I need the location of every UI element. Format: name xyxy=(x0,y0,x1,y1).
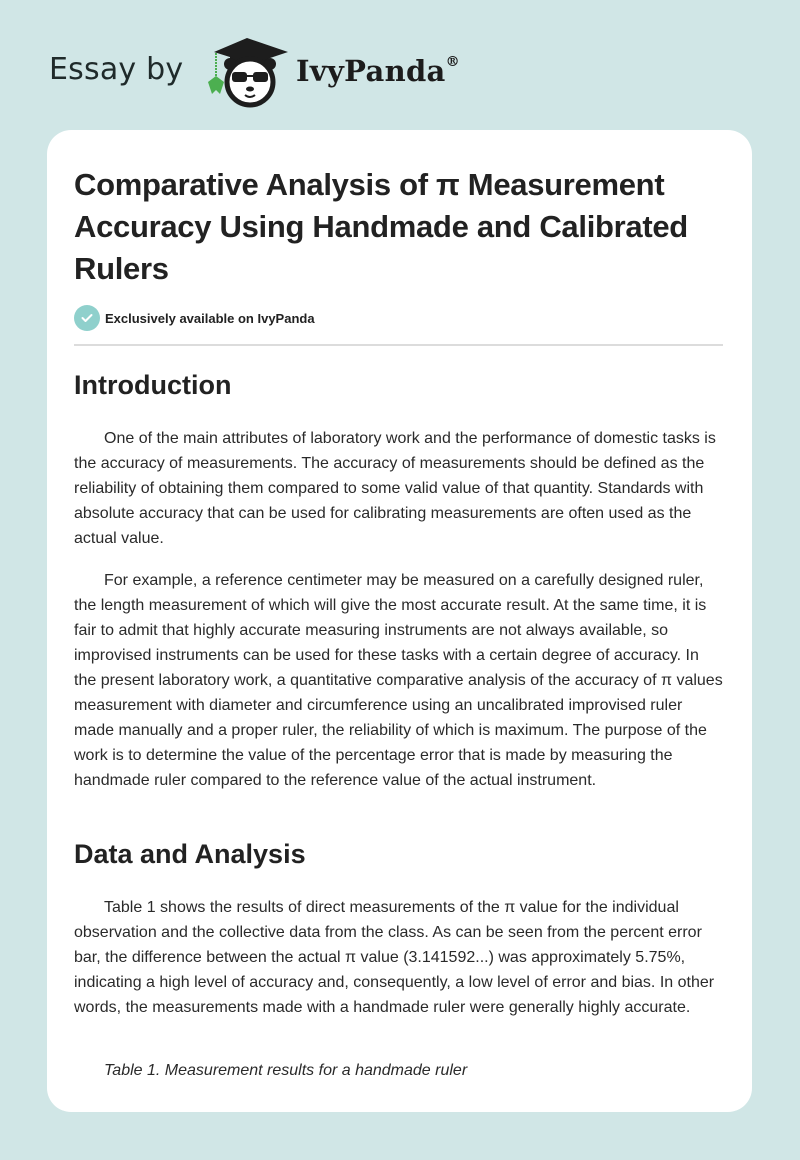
paragraph: One of the main attributes of laboratory work and the performance of domestic tasks is the accuracy of measurements. The accuracy of measurements should be defined as the reliability of obtaining them compared to some valid value of that quantity. Standards with absolute accuracy that can be used for calibrating measurements are often used as the actual value. xyxy=(74,430,716,547)
article-card xyxy=(47,130,752,1112)
brand-logo-text[interactable] xyxy=(296,54,460,88)
site-header xyxy=(0,0,800,130)
section-heading-introduction: Introduction xyxy=(74,370,232,400)
divider xyxy=(74,344,723,346)
registered-mark: ® xyxy=(445,54,460,71)
panda-graduation-cap-icon[interactable] xyxy=(202,36,292,108)
check-circle-icon xyxy=(74,305,100,331)
section-heading-data-analysis: Data and Analysis xyxy=(74,839,306,869)
paragraph: For example, a reference centimeter may be measured on a carefully designed ruler, the length measurement of which will give the most accurate result. At the same time, it is fair to admit that highly accurate measuring instruments are not always available, so improvised instruments can be used for these tasks with a certain degree of accuracy. In the present laboratory work, a quantitative comparative analysis of the accuracy of π values measurement with diameter and circumference using an uncalibrated improvised ruler made manually and a proper ruler, the reliability of which is maximum. The purpose of the work is to determine the value of the percentage error that is made by measuring the handmade ruler compared to the reference value of the actual instrument. xyxy=(74,572,723,789)
page-title: Comparative Analysis of π Measurement Accuracy Using Handmade and Calibrated Rulers xyxy=(74,167,688,286)
brand-name: IvyPanda xyxy=(296,54,446,88)
exclusive-label: Exclusively available on IvyPanda xyxy=(105,310,315,326)
essay-by-label: Essay by xyxy=(49,52,184,87)
exclusive-badge xyxy=(74,305,315,331)
paragraph: Table 1 shows the results of direct measurements of the π value for the individual observation and the collective data from the class. As can be seen from the percent error bar, the difference between the actual π value (3.141592...) was approximately 5.75%, indicating a high level of accuracy and, consequently, a low level of error and bias. In other words, the measurements made with a handmade ruler were generally highly accurate. xyxy=(74,899,715,1016)
table-caption: Table 1. Measurement results for a handmade ruler xyxy=(104,1062,468,1079)
